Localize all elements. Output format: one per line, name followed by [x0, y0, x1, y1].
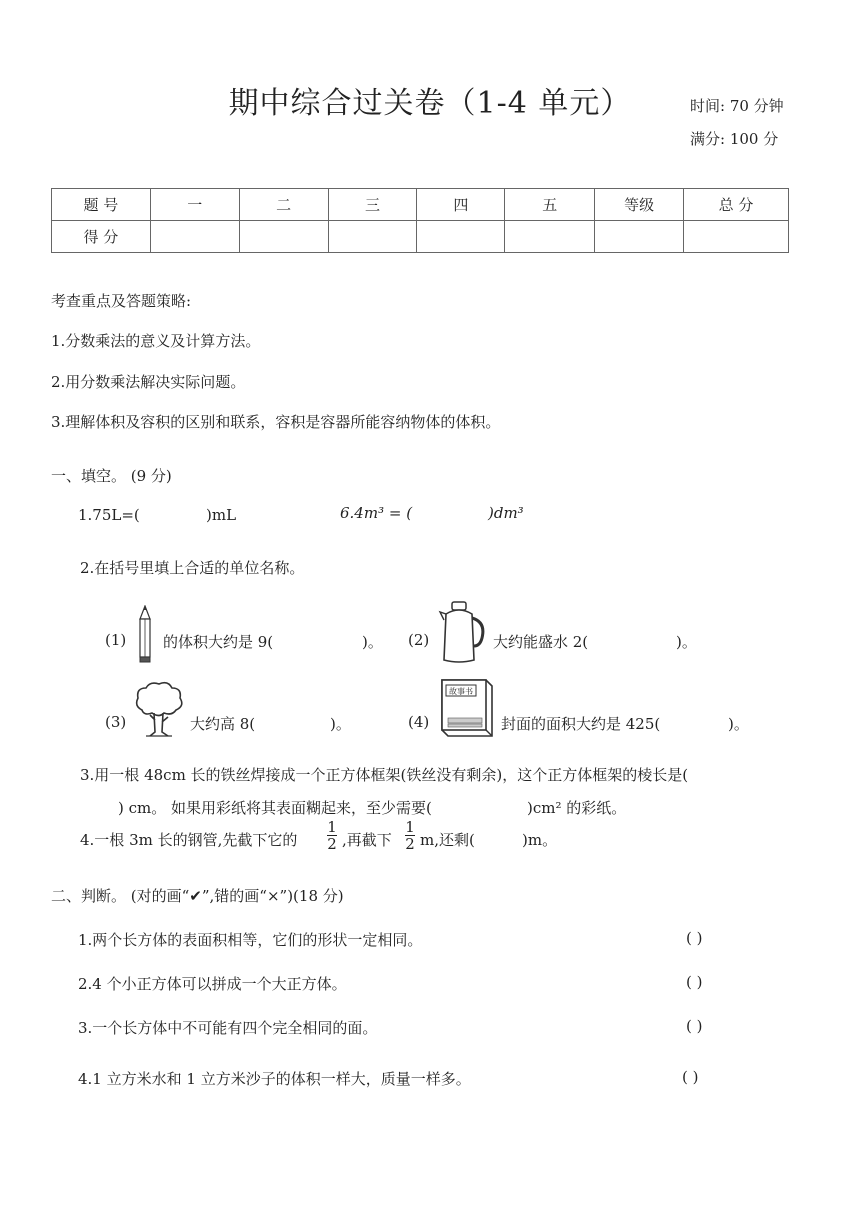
q2-item-number: (4)	[408, 713, 430, 731]
fraction-one-half	[404, 819, 416, 852]
fraction-numerator: 1	[405, 818, 415, 836]
judgment-answer-paren[interactable]: ( )	[686, 973, 703, 991]
judgment-answer-paren[interactable]: ( )	[686, 1017, 703, 1035]
score-table-header-row	[52, 189, 789, 221]
q1-right-end: )dm³	[488, 504, 524, 522]
q1-left-start: 1.75L=(	[78, 506, 140, 524]
q2-item-end: )。	[362, 633, 383, 651]
tree-icon	[132, 680, 186, 738]
q2-item-text: 大约高 8(	[190, 715, 256, 733]
kettle-icon	[438, 600, 488, 664]
q2-item-text: 大约能盛水 2(	[493, 633, 589, 651]
q2-item-number: (3)	[105, 713, 127, 731]
judgment-answer-paren[interactable]: ( )	[686, 929, 703, 947]
book-icon	[438, 676, 496, 740]
page-title: 期中综合过关卷（1-4 单元）	[228, 86, 632, 121]
judgment-answer-paren[interactable]: ( )	[682, 1068, 699, 1086]
fraction-numerator: 1	[327, 818, 337, 836]
q4-text-d: )m。	[522, 831, 558, 849]
q4-text-a: 4.一根 3m 长的钢管,先截下它的	[80, 831, 298, 849]
score-row-label: 得 分	[52, 221, 151, 253]
book-cover-label: 故事书	[449, 687, 473, 696]
q2-item-number: (2)	[408, 631, 430, 649]
score-header-cell: 总 分	[684, 189, 789, 221]
full-score: 满分: 100 分	[690, 130, 779, 148]
score-header-cell: 二	[239, 189, 328, 221]
q2-item-text: 的体积大约是 9(	[163, 633, 274, 651]
q4-text-b: ,再截下	[342, 831, 392, 849]
fraction-denominator: 2	[405, 835, 415, 853]
score-header-cell: 三	[328, 189, 417, 221]
strategy-item: 3.理解体积及容积的区别和联系，容积是容器所能容纳物体的体积。	[51, 413, 501, 431]
score-cell[interactable]	[417, 221, 505, 253]
q1-right-start: 6.4m³ = (	[340, 504, 413, 522]
judgment-item: 1.两个长方体的表面积相等，它们的形状一定相同。	[78, 931, 423, 949]
q2-text: 2.在括号里填上合适的单位名称。	[80, 559, 305, 577]
q2-item-end: )。	[330, 715, 351, 733]
q1-left-end: )mL	[206, 506, 237, 524]
strategy-item: 1.分数乘法的意义及计算方法。	[51, 332, 261, 350]
strategy-item: 2.用分数乘法解决实际问题。	[51, 373, 246, 391]
judgment-item: 2.4 个小正方体可以拼成一个大正方体。	[78, 975, 347, 993]
q2-item-text: 封面的面积大约是 425(	[501, 715, 661, 733]
score-table-score-row	[52, 221, 789, 253]
strategy-heading: 考查重点及答题策略:	[51, 292, 192, 310]
score-cell[interactable]	[505, 221, 595, 253]
pencil-icon	[134, 605, 156, 663]
section1-heading: 一、填空。 (9 分)	[51, 467, 172, 485]
section2-heading: 二、判断。 (对的画“✔”,错的画“×”)(18 分)	[51, 887, 344, 905]
score-header-cell: 题 号	[52, 189, 151, 221]
q3-line2-b: )cm² 的彩纸。	[527, 799, 627, 817]
exam-time: 时间: 70 分钟	[690, 97, 784, 115]
score-header-cell: 五	[505, 189, 595, 221]
score-header-cell: 一	[150, 189, 239, 221]
score-cell[interactable]	[595, 221, 684, 253]
score-header-cell: 四	[417, 189, 505, 221]
fraction-denominator: 2	[327, 835, 337, 853]
score-table	[51, 188, 789, 253]
judgment-item: 4.1 立方米水和 1 立方米沙子的体积一样大，质量一样多。	[78, 1070, 471, 1088]
fraction-one-half	[326, 819, 338, 852]
score-cell[interactable]	[684, 221, 789, 253]
score-header-cell: 等级	[595, 189, 684, 221]
score-cell[interactable]	[150, 221, 239, 253]
q3-line2-a: ) cm。 如果用彩纸将其表面糊起来，至少需要(	[118, 799, 432, 817]
judgment-item: 3.一个长方体中不可能有四个完全相同的面。	[78, 1019, 378, 1037]
score-cell[interactable]	[328, 221, 417, 253]
score-cell[interactable]	[239, 221, 328, 253]
q2-item-number: (1)	[105, 631, 127, 649]
q3-line1: 3.用一根 48cm 长的铁丝焊接成一个正方体框架(铁丝没有剩余)，这个正方体框架的棱长是(	[80, 766, 689, 784]
q4-text-c: m,还剩(	[420, 831, 475, 849]
q2-item-end: )。	[728, 715, 749, 733]
q2-item-end: )。	[676, 633, 697, 651]
